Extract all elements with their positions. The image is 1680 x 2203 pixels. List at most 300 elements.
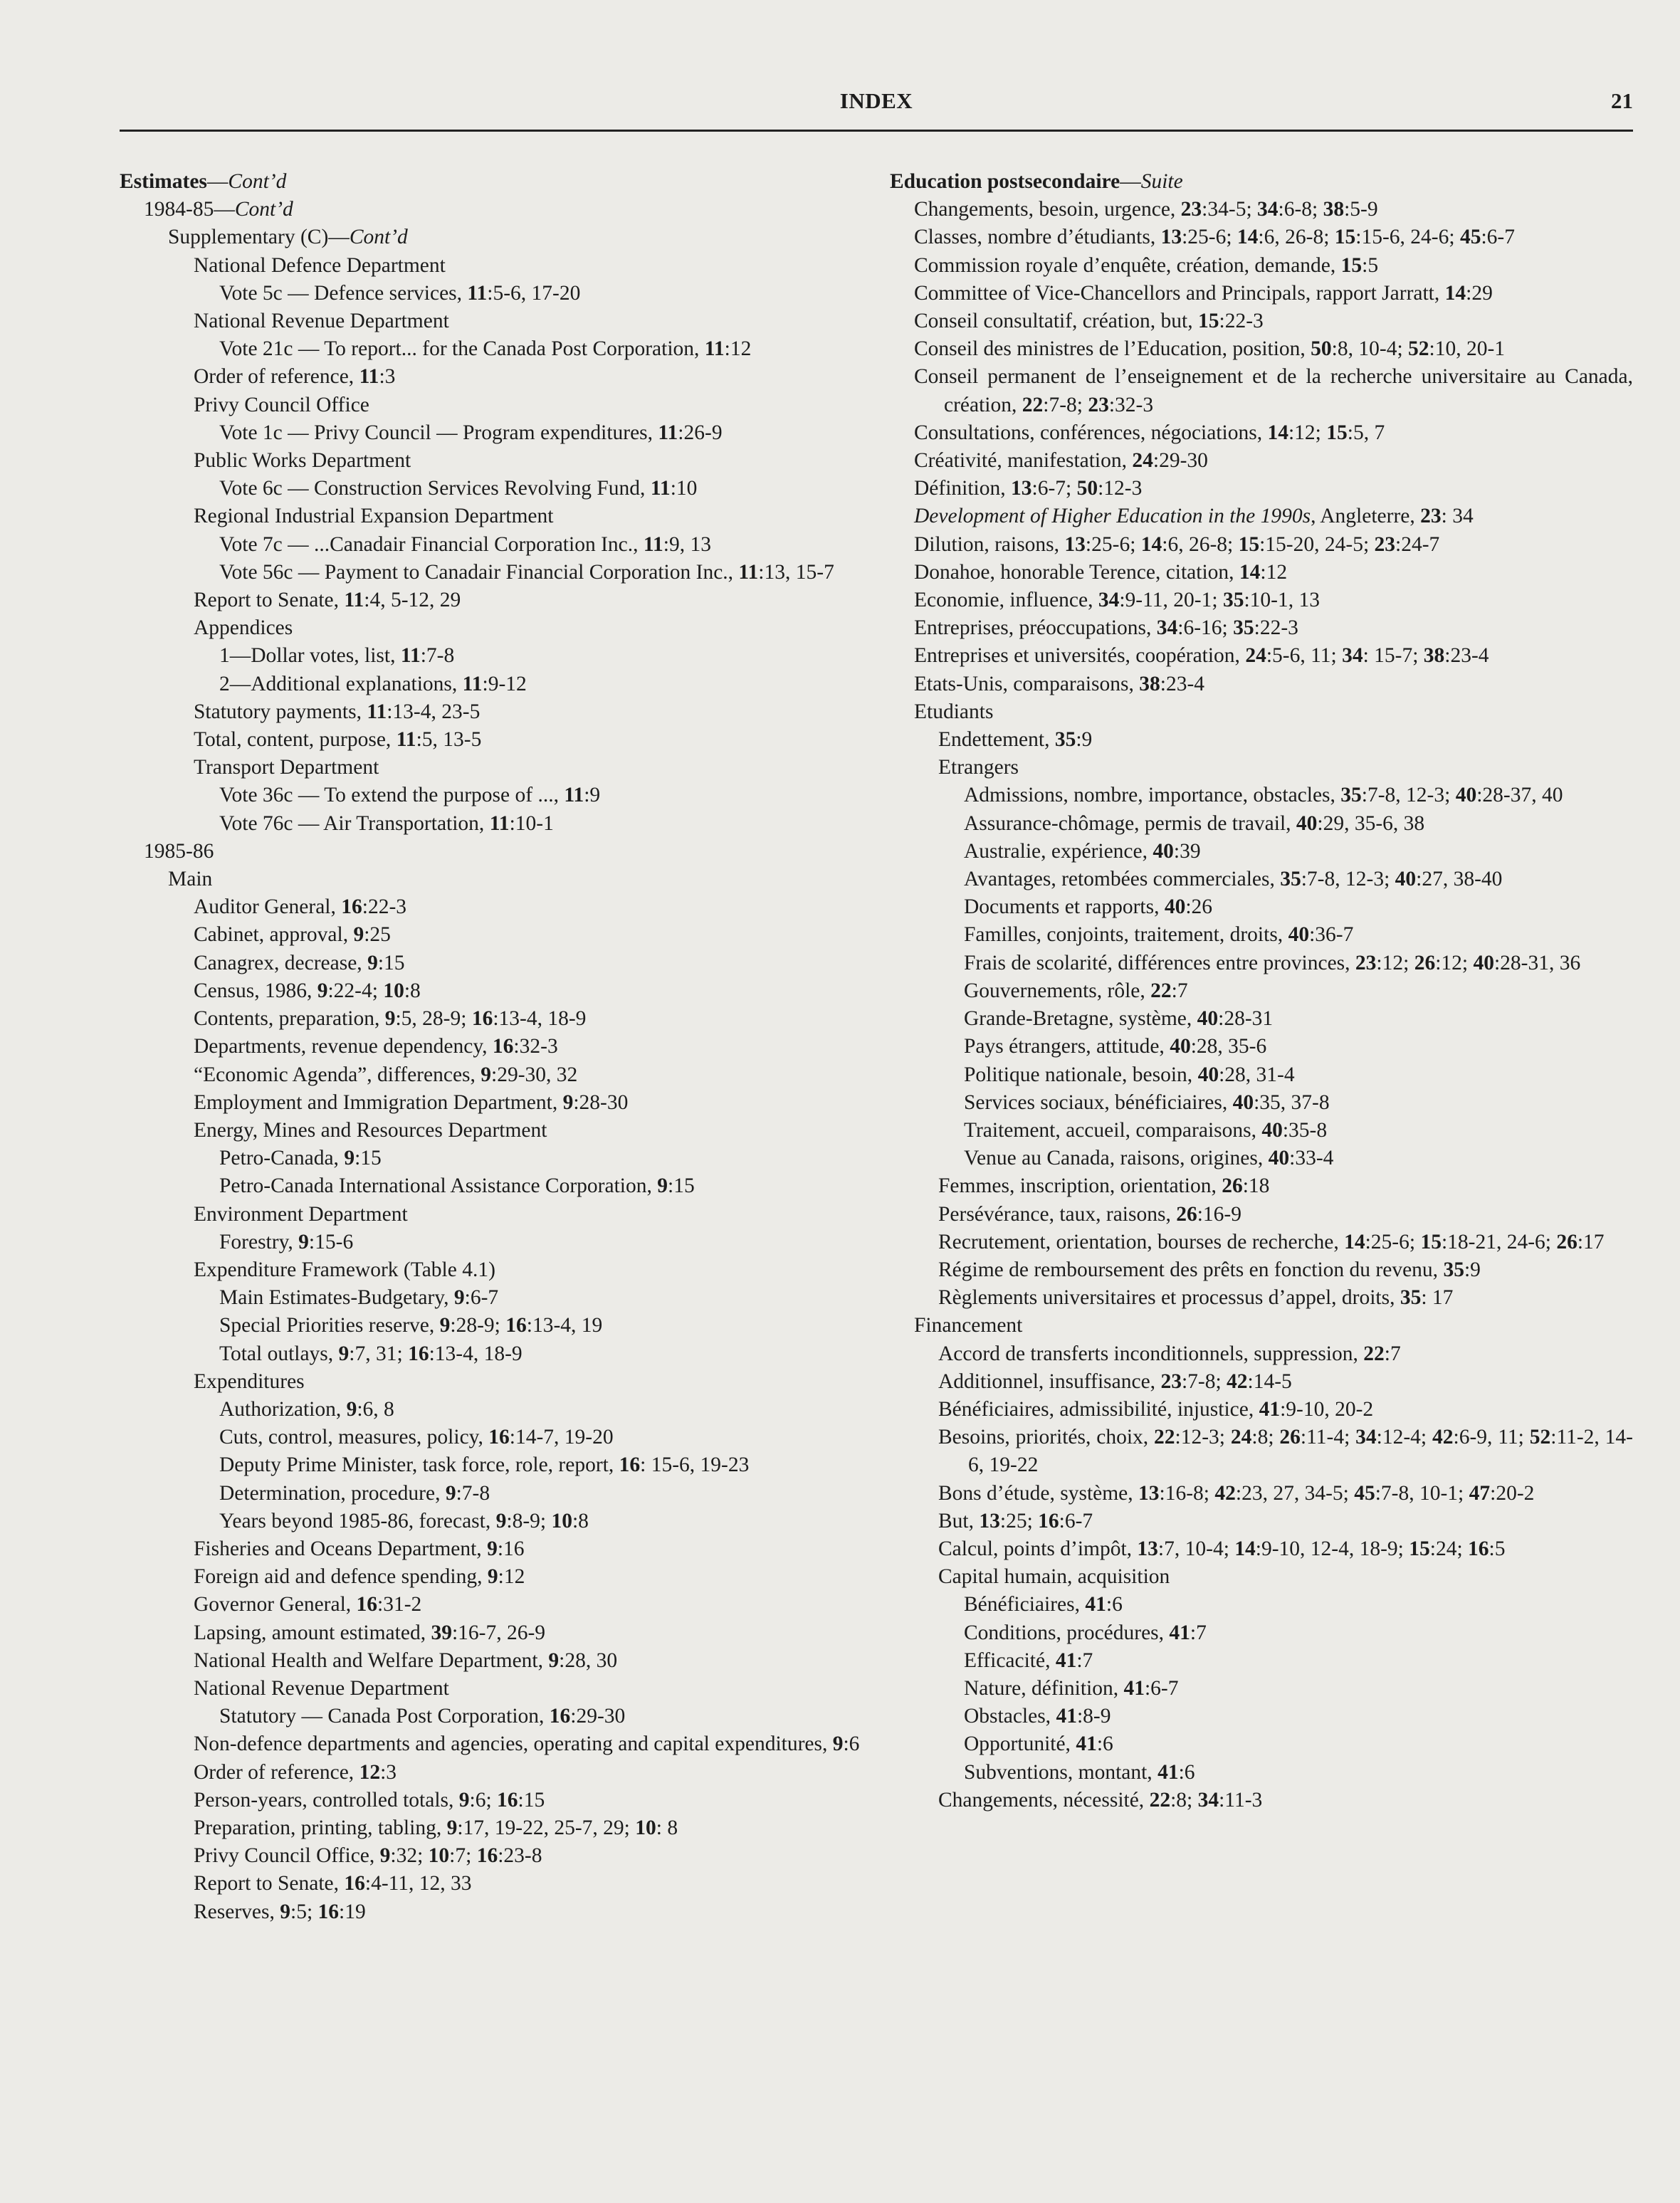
index-entry	[120, 280, 892, 307]
entry-text: Documents et rapports,	[964, 895, 1165, 919]
issue-number: 9	[481, 1063, 492, 1086]
index-entry	[890, 252, 1633, 280]
index-entry	[120, 866, 892, 893]
entry-text: :5-9	[1344, 198, 1378, 221]
issue-number: 15	[1238, 532, 1260, 556]
entry-text: :14-5	[1247, 1369, 1292, 1393]
index-entry	[890, 224, 1633, 251]
entry-text: :7	[1190, 1621, 1207, 1644]
index-entry	[890, 1787, 1633, 1814]
issue-number: 22	[1150, 979, 1172, 1002]
entry-text: Expenditures	[194, 1369, 305, 1393]
entry-text: :6-7;	[1031, 477, 1077, 500]
issue-number: 34	[1342, 644, 1363, 668]
entry-text: :25-6;	[1365, 1230, 1421, 1253]
issue-number: 9	[367, 951, 378, 974]
issue-number: 16	[344, 1872, 365, 1896]
italic-text: Suite	[1140, 170, 1183, 193]
issue-number: 40	[1164, 895, 1186, 919]
index-entry	[120, 391, 892, 419]
index-entry	[120, 1340, 892, 1368]
entry-text: Avantages, retombées commerciales,	[964, 868, 1281, 891]
issue-number: 23	[1355, 951, 1377, 974]
entry-text: :22-3	[1254, 616, 1298, 640]
index-entry	[120, 335, 892, 363]
entry-text: Supplementary (C)—	[168, 226, 350, 249]
entry-text: Conseil permanent de l’enseignement et de la recherche universitaire au Canada, création,	[914, 365, 1633, 416]
issue-number: 15	[1409, 1537, 1430, 1560]
index-entry	[890, 1256, 1633, 1284]
entry-text: :3	[379, 365, 396, 389]
entry-text: :35-8	[1282, 1118, 1328, 1142]
index-entry	[890, 335, 1633, 363]
entry-text: Conseil consultatif, création, but,	[914, 310, 1198, 333]
entry-text: :6-8;	[1278, 198, 1323, 221]
entry-text: :6	[1106, 1593, 1123, 1616]
issue-number: 9	[453, 1286, 465, 1310]
index-entry	[890, 1340, 1633, 1368]
issue-number: 42	[1214, 1481, 1236, 1505]
index-entry	[890, 1368, 1633, 1396]
issue-number: 40	[1153, 839, 1174, 863]
issue-number: 16	[549, 1705, 571, 1728]
entry-text: Energy, Mines and Resources Department	[194, 1118, 547, 1142]
issue-number: 41	[1056, 1705, 1077, 1728]
entry-text: Besoins, priorités, choix,	[938, 1426, 1155, 1449]
entry-text: Nature, définition,	[964, 1676, 1124, 1700]
entry-text: :8-9;	[506, 1509, 552, 1532]
index-entry	[890, 921, 1633, 949]
entry-text: Fisheries and Oceans Department,	[194, 1537, 488, 1560]
issue-number: 16	[471, 1007, 493, 1031]
issue-number: 14	[1267, 421, 1288, 444]
issue-number: 40	[1261, 1118, 1283, 1142]
index-entry	[120, 587, 892, 614]
entry-text: :29-30	[1153, 449, 1208, 473]
entry-text: :19	[339, 1900, 366, 1923]
entry-text: :6-9, 11;	[1453, 1426, 1530, 1449]
index-entry	[890, 1284, 1633, 1312]
issue-number: 9	[495, 1509, 507, 1532]
entry-text: National Revenue Department	[194, 1676, 449, 1700]
entry-text: :12-4;	[1376, 1426, 1432, 1449]
issue-number: 34	[1355, 1426, 1377, 1449]
entry-text: :35, 37-8	[1254, 1090, 1330, 1114]
entry-text: Lapsing, amount estimated,	[194, 1621, 431, 1644]
entry-text: Etrangers	[938, 756, 1019, 779]
entry-text: :6;	[469, 1788, 498, 1812]
index-entry	[120, 475, 892, 503]
index-entry	[120, 893, 892, 921]
entry-text: :6, 26-8;	[1162, 532, 1239, 556]
entry-text: :8	[404, 979, 421, 1002]
index-entry	[890, 1647, 1633, 1675]
entry-text: Reserves,	[194, 1900, 280, 1923]
entry-text: :29-30, 32	[491, 1063, 578, 1086]
entry-text: National Revenue Department	[194, 310, 449, 333]
index-entry	[890, 1703, 1633, 1730]
entry-text: Total outlays,	[219, 1342, 339, 1365]
entry-text: Main	[168, 868, 213, 891]
issue-number: 40	[1232, 1090, 1254, 1114]
issue-number: 10	[635, 1816, 656, 1839]
entry-text: :28, 30	[559, 1649, 618, 1672]
issue-number: 23	[1088, 393, 1109, 416]
entry-text: Vote 6c — Construction Services Revolving Fund,	[219, 477, 651, 500]
index-entry	[120, 1759, 892, 1787]
issue-number: 10	[428, 1844, 450, 1868]
index-entry	[890, 782, 1633, 809]
index-entry	[890, 810, 1633, 838]
entry-text: :17, 19-22, 25-7, 29;	[457, 1816, 636, 1839]
issue-number: 23	[1374, 532, 1396, 556]
entry-text: Changements, besoin, urgence,	[914, 198, 1181, 221]
index-entry	[120, 1033, 892, 1061]
issue-number: 40	[1395, 868, 1417, 891]
index-entry	[120, 1563, 892, 1591]
issue-number: 40	[1268, 1147, 1290, 1170]
entry-text: Créativité, manifestation,	[914, 449, 1133, 473]
entry-text: :34-5;	[1202, 198, 1258, 221]
issue-number: 12	[359, 1760, 381, 1784]
entry-text: Petro-Canada,	[219, 1147, 345, 1170]
entry-text: Canagrex, decrease,	[194, 951, 368, 974]
index-entry	[120, 1787, 892, 1814]
entry-text: :15-6, 24-6;	[1355, 226, 1460, 249]
issue-number: 26	[1414, 951, 1436, 974]
entry-text: :32;	[390, 1844, 429, 1868]
index-entry	[120, 1508, 892, 1535]
entry-text: : 15-7;	[1363, 644, 1424, 668]
issue-number: 16	[1038, 1509, 1059, 1532]
entry-text: Additionnel, insuffisance,	[938, 1369, 1161, 1393]
entry-text: :32-3	[1108, 393, 1154, 416]
issue-number: 16	[341, 895, 362, 919]
entry-text: —	[1120, 170, 1141, 193]
issue-number: 9	[487, 1537, 498, 1560]
issue-number: 16	[619, 1453, 641, 1477]
issue-number: 52	[1529, 1426, 1551, 1449]
index-entry	[890, 1619, 1633, 1647]
issue-number: 9	[317, 979, 328, 1002]
entry-text: Cuts, control, measures, policy,	[219, 1426, 489, 1449]
entry-text: : 17	[1421, 1286, 1454, 1310]
entry-text: :12	[498, 1565, 525, 1589]
issue-number: 14	[1239, 560, 1261, 584]
entry-text: Census, 1986,	[194, 979, 317, 1002]
issue-number: 15	[1326, 421, 1348, 444]
index-entry	[890, 1229, 1633, 1256]
index-entry	[120, 698, 892, 726]
entry-text: Commission royale d’enquête, création, demande,	[914, 253, 1341, 277]
issue-number: 14	[1234, 1537, 1256, 1560]
issue-number: 9	[458, 1788, 470, 1812]
entry-text: :12;	[1435, 951, 1474, 974]
issue-number: 40	[1473, 951, 1494, 974]
issue-number: 9	[832, 1733, 844, 1756]
issue-number: 11	[467, 281, 488, 305]
entry-text: Person-years, controlled totals,	[194, 1788, 459, 1812]
index-entry	[120, 1117, 892, 1145]
issue-number: 16	[492, 1035, 514, 1058]
index-entry	[890, 671, 1633, 698]
issue-number: 15	[1340, 253, 1363, 277]
index-entry	[120, 224, 892, 251]
index-entry	[120, 1870, 892, 1898]
issue-number: 13	[1011, 477, 1032, 500]
entry-text: Pays étrangers, attitude,	[964, 1035, 1170, 1058]
index-entry	[120, 363, 892, 391]
index-entry	[120, 1730, 892, 1758]
issue-number: 9	[657, 1174, 668, 1198]
entry-text: :6	[843, 1733, 860, 1756]
issue-number: 47	[1469, 1481, 1491, 1505]
index-entry	[890, 1508, 1633, 1535]
entry-text: :29, 35-6, 38	[1317, 811, 1425, 835]
index-entry	[120, 726, 892, 754]
entry-text: Report to Senate,	[194, 1872, 345, 1896]
entry-text: :22-3	[362, 895, 407, 919]
entry-text: :7	[1171, 979, 1188, 1002]
entry-text: :12;	[1288, 421, 1327, 444]
italic-text: Cont’d	[228, 170, 287, 193]
issue-number: 38	[1139, 672, 1160, 695]
index-entry	[120, 1619, 892, 1647]
entry-text: Donahoe, honorable Terence, citation,	[914, 560, 1239, 584]
index-entry	[890, 614, 1633, 642]
entry-text: :16-9	[1197, 1202, 1241, 1226]
issue-number: 13	[979, 1509, 1000, 1532]
entry-text: :25	[364, 923, 391, 947]
entry-text: :5, 28-9;	[395, 1007, 472, 1031]
issue-number: 35	[1054, 728, 1076, 752]
index-entry	[890, 196, 1633, 224]
index-entry	[120, 977, 892, 1005]
index-entry	[120, 1145, 892, 1172]
entry-text: National Defence Department	[194, 253, 446, 277]
entry-text: Services sociaux, bénéficiaires,	[964, 1090, 1233, 1114]
entry-text: :29	[1466, 281, 1493, 305]
issue-number: 34	[1257, 198, 1279, 221]
italic-text: Cont’d	[234, 198, 293, 221]
issue-number: 16	[317, 1900, 340, 1923]
entry-text: :16	[497, 1537, 525, 1560]
index-entry	[120, 419, 892, 447]
index-column-right	[890, 168, 1633, 1814]
issue-number: 35	[1233, 616, 1254, 640]
header-rule	[120, 130, 1633, 132]
entry-text: :31-2	[377, 1593, 422, 1616]
index-entry	[890, 950, 1633, 977]
entry-text: :6-7	[1059, 1509, 1093, 1532]
issue-number: 16	[476, 1844, 498, 1868]
entry-text: Régime de remboursement des prêts en fonction du revenu,	[938, 1258, 1444, 1281]
issue-number: 11	[704, 337, 725, 361]
index-entry	[890, 1480, 1633, 1508]
index-entry	[120, 1451, 892, 1479]
entry-text: Privy Council Office	[194, 393, 369, 416]
entry-text: :15	[355, 1147, 382, 1170]
issue-number: 42	[1227, 1369, 1248, 1393]
index-entry	[120, 1005, 892, 1033]
entry-text: :25-6;	[1085, 532, 1141, 556]
entry-text: Public Works Department	[194, 449, 411, 473]
issue-number: 15	[1334, 226, 1356, 249]
index-entry	[890, 754, 1633, 782]
entry-text: :16-8;	[1159, 1481, 1215, 1505]
entry-text: Assurance-chômage, permis de travail,	[964, 811, 1296, 835]
entry-text: Vote 21c — To report... for the Canada Post Corporation,	[219, 337, 705, 361]
index-entry	[120, 1368, 892, 1396]
entry-text: Femmes, inscription, orientation,	[938, 1174, 1222, 1198]
index-entry	[890, 1061, 1633, 1089]
issue-number: 11	[489, 811, 510, 835]
index-entry	[890, 1730, 1633, 1758]
entry-text: Consultations, conférences, négociations,	[914, 421, 1268, 444]
entry-text: :15	[518, 1788, 545, 1812]
entry-text: —	[206, 170, 229, 193]
issue-number: 11	[564, 784, 584, 807]
page-header	[120, 85, 1633, 122]
entry-text: Etats-Unis, comparaisons,	[914, 672, 1140, 695]
issue-number: 9	[445, 1481, 456, 1505]
entry-text: Regional Industrial Expansion Department	[194, 505, 554, 528]
entry-text: :18-21, 24-6;	[1441, 1230, 1557, 1253]
index-entry	[890, 1172, 1633, 1200]
issue-number: 9	[280, 1900, 290, 1923]
entry-text: Preparation, printing, tabling,	[194, 1816, 447, 1839]
entry-text: :18	[1242, 1174, 1270, 1198]
entry-text: :8, 10-4;	[1331, 337, 1409, 361]
index-entry	[890, 280, 1633, 307]
entry-text: :7;	[449, 1844, 477, 1868]
index-entry	[120, 782, 892, 809]
entry-text: Endettement,	[938, 728, 1055, 752]
entry-text: Entreprises et universités, coopération,	[914, 644, 1246, 668]
entry-text: Calcul, points d’impôt,	[938, 1537, 1138, 1560]
entry-text: : 15-6, 19-23	[640, 1453, 750, 1477]
entry-text: Employment and Immigration Department,	[194, 1090, 563, 1114]
entry-text: :6-16;	[1177, 616, 1234, 640]
entry-text: :7-8	[456, 1481, 490, 1505]
entry-text: :14-7, 19-20	[509, 1426, 614, 1449]
entry-text: :12;	[1376, 951, 1414, 974]
index-entry	[890, 1033, 1633, 1061]
entry-text: :7, 10-4;	[1157, 1537, 1235, 1560]
index-entry	[890, 726, 1633, 754]
issue-number: 11	[650, 477, 671, 500]
index-entry	[890, 1591, 1633, 1619]
index-entry	[120, 1284, 892, 1312]
entry-text: :9	[1464, 1258, 1481, 1281]
issue-number: 40	[1197, 1007, 1219, 1031]
issue-number: 16	[356, 1593, 378, 1616]
index-entry	[120, 1089, 892, 1117]
entry-text: Economie, influence,	[914, 589, 1098, 612]
entry-text: Vote 5c — Defence services,	[219, 281, 468, 305]
index-entry	[890, 1396, 1633, 1424]
issue-number: 45	[1459, 226, 1481, 249]
index-entry	[120, 754, 892, 782]
index-entry	[890, 587, 1633, 614]
issue-number: 9	[384, 1007, 396, 1031]
index-entry	[120, 1591, 892, 1619]
issue-number: 9	[353, 923, 364, 947]
entry-text: :7-8	[420, 644, 455, 668]
issue-number: 22	[1363, 1342, 1385, 1365]
entry-text: Expenditure Framework (Table 4.1)	[194, 1258, 495, 1281]
entry-text: Vote 76c — Air Transportation,	[219, 811, 490, 835]
index-entry	[890, 503, 1633, 530]
entry-text: 1985-86	[144, 839, 214, 863]
entry-text: :12	[724, 337, 752, 361]
issue-number: 16	[1468, 1537, 1489, 1560]
issue-number: 11	[738, 560, 759, 584]
issue-number: 50	[1076, 477, 1098, 500]
entry-text: :23, 27, 34-5;	[1235, 1481, 1355, 1505]
entry-text: :10-1, 13	[1244, 589, 1320, 612]
index-entry	[890, 559, 1633, 587]
index-entry	[890, 1201, 1633, 1229]
entry-text: Changements, nécessité,	[938, 1788, 1150, 1812]
issue-number: 39	[431, 1621, 452, 1644]
entry-text: Bénéficiaires, admissibilité, injustice,	[938, 1397, 1259, 1421]
index-entry	[890, 866, 1633, 893]
index-entry	[890, 1312, 1633, 1340]
entry-text: :25;	[999, 1509, 1039, 1532]
issue-number: 41	[1055, 1649, 1077, 1672]
issue-number: 41	[1259, 1397, 1281, 1421]
index-entry	[890, 419, 1633, 447]
entry-text: “Economic Agenda”, differences,	[194, 1063, 481, 1086]
entry-text: :15-20, 24-5;	[1259, 532, 1375, 556]
issue-number: 35	[1280, 868, 1301, 891]
entry-text: :13, 15-7	[758, 560, 834, 584]
issue-number: 9	[562, 1090, 574, 1114]
entry-text: :7, 31;	[349, 1342, 409, 1365]
entry-text: Règlements universitaires et processus d’appel, droits,	[938, 1286, 1400, 1310]
entry-text: :28-37, 40	[1476, 784, 1563, 807]
issue-number: 34	[1098, 589, 1120, 612]
italic-text: Cont’d	[349, 226, 408, 249]
issue-number: 9	[338, 1342, 350, 1365]
issue-number: 41	[1123, 1676, 1145, 1700]
entry-text: Deputy Prime Minister, task force, role, report,	[219, 1453, 619, 1477]
index-entry	[120, 559, 892, 587]
page-title: INDEX	[839, 88, 913, 113]
index-entry	[120, 1256, 892, 1284]
entry-text: Petro-Canada International Assistance Corporation,	[219, 1174, 658, 1198]
issue-number: 38	[1423, 644, 1445, 668]
entry-text: , Angleterre,	[1311, 505, 1421, 528]
entry-text: Gouvernements, rôle,	[964, 979, 1151, 1002]
entry-text: Statutory payments,	[194, 700, 367, 723]
index-entry	[120, 950, 892, 977]
entry-text: :5	[1362, 253, 1379, 277]
issue-number: 40	[1170, 1035, 1191, 1058]
entry-text: :22-3	[1219, 310, 1264, 333]
entry-text: :15	[377, 951, 405, 974]
issue-number: 10	[383, 979, 404, 1002]
issue-number: 22	[1149, 1788, 1171, 1812]
entry-text: :28-31	[1218, 1007, 1274, 1031]
entry-text: Vote 36c — To extend the purpose of ...,	[219, 784, 565, 807]
entry-text: :9-10, 20-2	[1280, 1397, 1374, 1421]
entry-text: :10-1	[509, 811, 554, 835]
index-entry	[120, 307, 892, 335]
index-entry	[120, 1814, 892, 1842]
issue-number: 11	[344, 589, 364, 612]
